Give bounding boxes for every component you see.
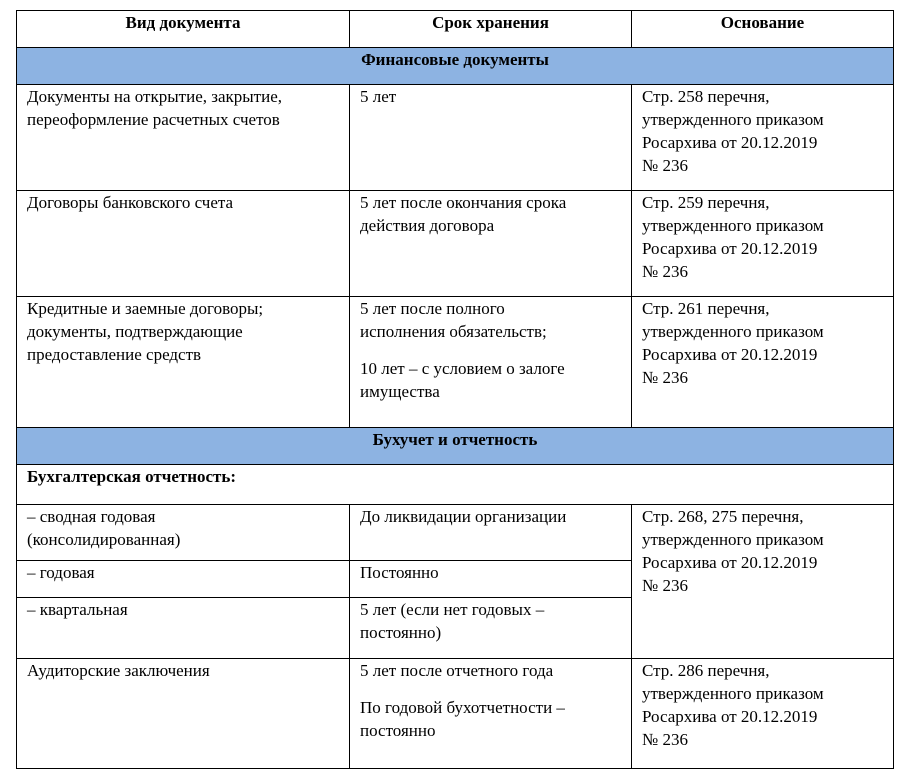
cell-line: Стр. 268, 275 перечня, bbox=[642, 507, 804, 526]
table-row bbox=[17, 297, 894, 428]
cell-line: 5 лет после отчетного года bbox=[360, 661, 554, 680]
table-row bbox=[17, 85, 894, 191]
cell-line: Росархива от 20.12.2019 bbox=[642, 707, 818, 726]
cell-line: 5 лет (если нет годовых – bbox=[360, 600, 545, 619]
doc-type-cell bbox=[17, 191, 350, 297]
header-basis: Основание bbox=[632, 11, 894, 48]
cell-line: Стр. 286 перечня, bbox=[642, 661, 770, 680]
cell-line: Аудиторские заключения bbox=[27, 661, 210, 680]
cell-line: До ликвидации организации bbox=[360, 507, 567, 526]
term-cell bbox=[350, 297, 632, 428]
cell-line: Кредитные и заемные договоры; bbox=[27, 299, 264, 318]
header-doc-type: Вид документа bbox=[17, 11, 350, 48]
basis-cell bbox=[632, 85, 894, 191]
cell-line: документы, подтверждающие bbox=[27, 322, 243, 341]
section-accounting-title: Бухучет и отчетность bbox=[17, 428, 894, 465]
cell-line: постоянно) bbox=[360, 623, 442, 642]
cell-line: Росархива от 20.12.2019 bbox=[642, 133, 818, 152]
cell-line: (консолидированная) bbox=[27, 530, 181, 549]
basis-cell bbox=[632, 191, 894, 297]
cell-line: имущества bbox=[360, 382, 440, 401]
header-row bbox=[17, 11, 894, 48]
doc-type-cell bbox=[17, 561, 350, 598]
accounting-heading: Бухгалтерская отчетность: bbox=[17, 465, 894, 505]
basis-cell bbox=[632, 297, 894, 428]
cell-line: № 236 bbox=[642, 156, 688, 175]
cell-line: предоставление средств bbox=[27, 345, 202, 364]
cell-line: Постоянно bbox=[360, 563, 439, 582]
paragraph-gap bbox=[360, 682, 621, 696]
doc-type-cell bbox=[17, 598, 350, 659]
cell-line: 10 лет – с условием о залоге bbox=[360, 359, 565, 378]
cell-line: утвержденного приказом bbox=[642, 684, 824, 703]
cell-line: – сводная годовая bbox=[27, 507, 156, 526]
cell-line: 5 лет после окончания срока bbox=[360, 193, 567, 212]
term-cell bbox=[350, 561, 632, 598]
cell-line: По годовой бухотчетности – bbox=[360, 698, 565, 717]
paragraph-gap bbox=[360, 343, 621, 357]
term-cell bbox=[350, 659, 632, 769]
cell-line: переоформление расчетных счетов bbox=[27, 110, 280, 129]
cell-line: Стр. 261 перечня, bbox=[642, 299, 770, 318]
section-accounting-row bbox=[17, 428, 894, 465]
term-cell bbox=[350, 191, 632, 297]
cell-line: № 236 bbox=[642, 368, 688, 387]
cell-line: утвержденного приказом bbox=[642, 110, 824, 129]
cell-line: Росархива от 20.12.2019 bbox=[642, 239, 818, 258]
header-retention-term: Срок хранения bbox=[350, 11, 632, 48]
section-financial-row bbox=[17, 48, 894, 85]
basis-cell bbox=[632, 505, 894, 659]
cell-line: № 236 bbox=[642, 730, 688, 749]
cell-line: № 236 bbox=[642, 262, 688, 281]
cell-line: Стр. 259 перечня, bbox=[642, 193, 770, 212]
term-cell bbox=[350, 85, 632, 191]
cell-line: утвержденного приказом bbox=[642, 322, 824, 341]
table-row bbox=[17, 505, 894, 561]
cell-line: – квартальная bbox=[27, 600, 128, 619]
cell-line: утвержденного приказом bbox=[642, 530, 824, 549]
doc-type-cell bbox=[17, 659, 350, 769]
term-cell bbox=[350, 505, 632, 561]
cell-line: Росархива от 20.12.2019 bbox=[642, 345, 818, 364]
cell-line: Документы на открытие, закрытие, bbox=[27, 87, 283, 106]
doc-type-cell bbox=[17, 297, 350, 428]
cell-line: постоянно bbox=[360, 721, 436, 740]
doc-type-cell bbox=[17, 85, 350, 191]
cell-line: действия договора bbox=[360, 216, 495, 235]
accounting-heading-row bbox=[17, 465, 894, 505]
cell-line: Росархива от 20.12.2019 bbox=[642, 553, 818, 572]
cell-line: исполнения обязательств; bbox=[360, 322, 547, 341]
doc-type-cell bbox=[17, 505, 350, 561]
term-cell bbox=[350, 598, 632, 659]
cell-line: Стр. 258 перечня, bbox=[642, 87, 770, 106]
cell-line: Договоры банковского счета bbox=[27, 193, 234, 212]
cell-line: 5 лет bbox=[360, 87, 397, 106]
cell-line: № 236 bbox=[642, 576, 688, 595]
basis-cell bbox=[632, 659, 894, 769]
cell-line: утвержденного приказом bbox=[642, 216, 824, 235]
section-financial-title: Финансовые документы bbox=[17, 48, 894, 85]
cell-line: – годовая bbox=[27, 563, 95, 582]
table-row bbox=[17, 191, 894, 297]
table-row bbox=[17, 659, 894, 769]
retention-table bbox=[16, 10, 894, 769]
cell-line: 5 лет после полного bbox=[360, 299, 505, 318]
